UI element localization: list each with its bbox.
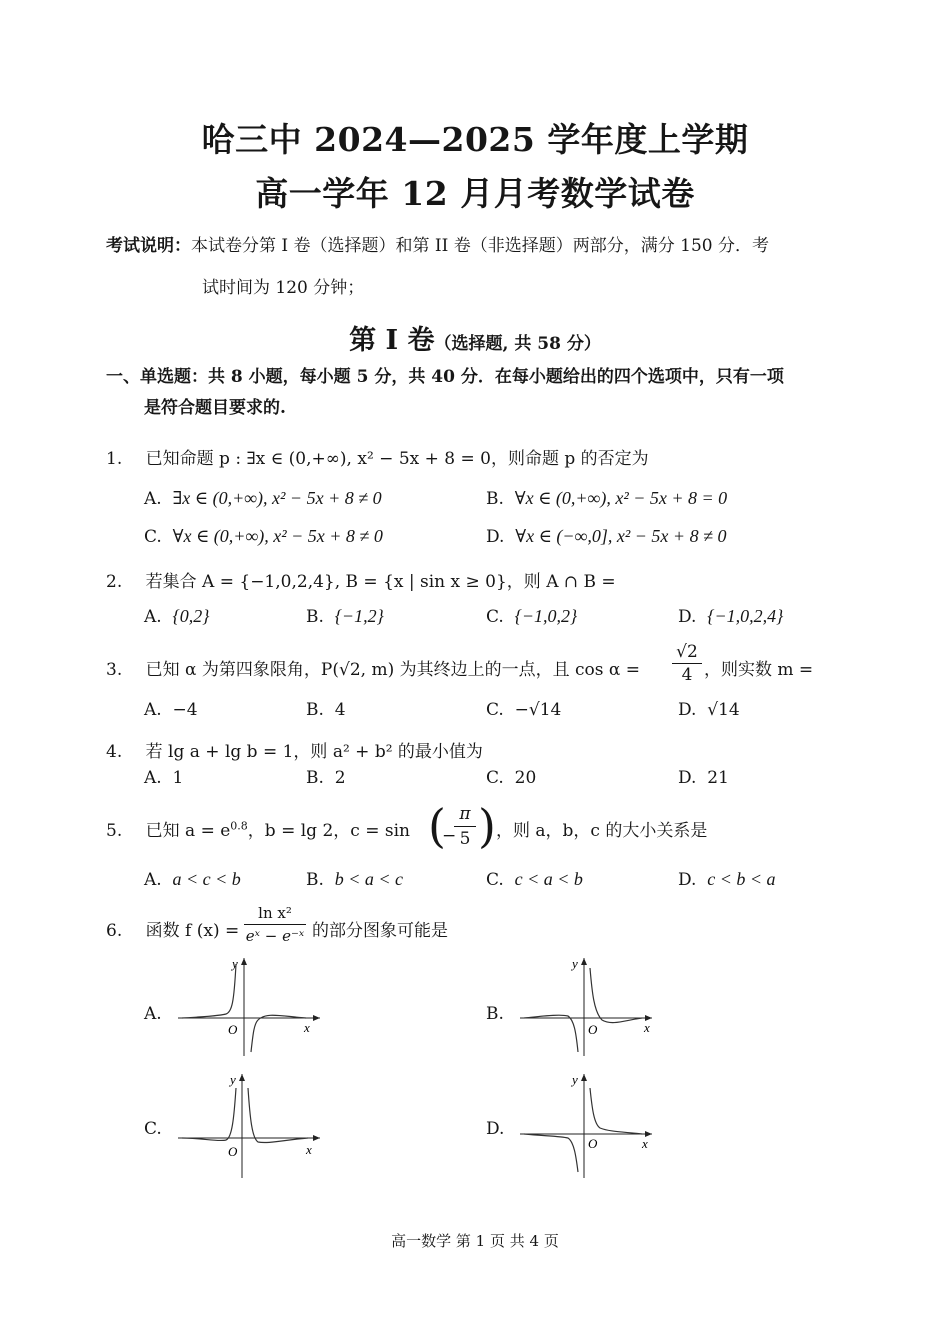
section-title bbox=[0, 318, 950, 357]
q5-option-d bbox=[678, 869, 776, 890]
option-label: B. bbox=[486, 489, 504, 509]
question-number: 4. bbox=[106, 742, 123, 762]
option-label: D. bbox=[486, 527, 505, 547]
option-text: c < b < a bbox=[707, 869, 776, 889]
page-footer: 高一数学 第 1 页 共 4 页 bbox=[391, 1232, 559, 1250]
option-text: c < a < b bbox=[514, 869, 583, 889]
x-axis-label: x bbox=[642, 1136, 648, 1151]
q3-option-a bbox=[144, 700, 198, 720]
option-text: ∀x ∈ (0,+∞), x² − 5x + 8 = 0 bbox=[514, 488, 728, 508]
q3-option-c bbox=[486, 700, 561, 720]
option-label: D. bbox=[678, 870, 697, 890]
instructions-label: 考试说明： bbox=[106, 236, 191, 256]
question-5 bbox=[106, 816, 410, 841]
q6-graph-d bbox=[514, 1068, 674, 1182]
option-text: 1 bbox=[172, 768, 184, 788]
question-stem: 已知命题 p : ∃x ∈ (0,+∞), x² − 5x + 8 = 0，则命题 p 的否定为 bbox=[145, 449, 649, 469]
q6-option-d-label: D. bbox=[486, 1119, 505, 1139]
option-label: C. bbox=[486, 768, 504, 788]
q1-option-c bbox=[144, 526, 383, 547]
q4-option-c bbox=[486, 768, 536, 788]
minus-sign: − bbox=[442, 826, 457, 846]
question-number: 3. bbox=[106, 660, 123, 680]
q6-option-c-label: C. bbox=[144, 1119, 162, 1139]
q5-fraction bbox=[454, 802, 476, 851]
option-label: B. bbox=[306, 700, 324, 720]
exponent: 0.8 bbox=[230, 819, 248, 833]
option-label: A. bbox=[144, 607, 162, 627]
question-stem: 若 lg a + lg b = 1，则 a² + b² 的最小值为 bbox=[145, 742, 483, 762]
question-stem-part2: 的部分图象可能是 bbox=[312, 921, 448, 941]
option-text: a < c < b bbox=[172, 869, 241, 889]
q1-option-d bbox=[486, 526, 726, 547]
y-axis-arrow-icon bbox=[581, 958, 587, 965]
option-label: C. bbox=[486, 700, 504, 720]
q6-graph-c bbox=[172, 1068, 332, 1182]
option-text: 4 bbox=[334, 700, 346, 720]
question-6 bbox=[106, 916, 239, 941]
y-axis-arrow-icon bbox=[581, 1074, 587, 1081]
x-axis-arrow-icon bbox=[313, 1135, 320, 1141]
curve-left-branch bbox=[524, 1015, 578, 1052]
fraction-numerator: π bbox=[454, 802, 476, 827]
option-label: B. bbox=[306, 768, 324, 788]
origin-label: O bbox=[228, 1144, 238, 1159]
option-label: C. bbox=[486, 607, 504, 627]
question-stem-part2: ，则实数 m = bbox=[704, 660, 814, 680]
fraction-denominator: 4 bbox=[681, 665, 693, 685]
option-text: −4 bbox=[172, 700, 198, 720]
q6-option-a-label: A. bbox=[144, 1004, 162, 1024]
origin-label: O bbox=[588, 1136, 598, 1151]
q6-graph-a bbox=[172, 952, 332, 1062]
question-number: 2. bbox=[106, 572, 123, 592]
curve-right-branch bbox=[590, 1088, 642, 1134]
q5-option-c bbox=[486, 869, 583, 890]
q2-option-d bbox=[678, 606, 783, 627]
question-stem-part2: ，b = lg 2，c = sin bbox=[247, 821, 410, 841]
option-label: A. bbox=[144, 700, 162, 720]
section-subtitle: （选择题, 共 58 分） bbox=[434, 334, 601, 354]
option-text: {−1,2} bbox=[334, 606, 384, 626]
option-label: A. bbox=[144, 489, 162, 509]
q4-option-a bbox=[144, 768, 183, 788]
fraction-denominator: eˣ − e⁻ˣ bbox=[245, 927, 305, 945]
section-name: 第 I 卷 bbox=[349, 325, 435, 356]
x-axis-label: x bbox=[644, 1020, 650, 1035]
question-3 bbox=[106, 655, 640, 680]
curve-right-branch bbox=[251, 1015, 306, 1052]
option-label: A. bbox=[144, 870, 162, 890]
question-stem-part1: 已知 a = e bbox=[145, 821, 231, 841]
question-stem-part1: 已知 α 为第四象限角，P(√2, m) 为其终边上的一点，且 cos α = bbox=[145, 660, 641, 680]
option-label: A. bbox=[144, 768, 162, 788]
option-text: ∀x ∈ (−∞,0], x² − 5x + 8 ≠ 0 bbox=[515, 526, 727, 546]
q6-option-b-label: B. bbox=[486, 1004, 504, 1024]
x-axis-label: x bbox=[304, 1020, 310, 1035]
option-text: ∃x ∈ (0,+∞), x² − 5x + 8 ≠ 0 bbox=[172, 488, 382, 508]
question-2 bbox=[106, 567, 616, 592]
option-text: b < a < c bbox=[334, 869, 404, 889]
left-paren: ( bbox=[428, 799, 446, 853]
instructions-line1 bbox=[106, 231, 769, 256]
instructions-line2: 试时间为 120 分钟； bbox=[202, 278, 365, 298]
y-axis-label: y bbox=[572, 1072, 578, 1087]
origin-label: O bbox=[588, 1022, 598, 1037]
part-heading-line2: 是符合题目要求的. bbox=[144, 398, 286, 418]
x-axis-label: x bbox=[306, 1142, 312, 1157]
option-label: D. bbox=[678, 768, 697, 788]
q3-option-d bbox=[678, 700, 740, 720]
option-label: C. bbox=[144, 527, 162, 547]
option-label: D. bbox=[678, 700, 697, 720]
option-text: √14 bbox=[707, 700, 740, 720]
instructions-text: 本试卷分第 I 卷（选择题）和第 II 卷（非选择题）两部分，满分 150 分．考 bbox=[191, 236, 770, 256]
q2-option-c bbox=[486, 606, 577, 627]
right-paren: ) bbox=[478, 799, 496, 853]
option-text: 20 bbox=[514, 768, 537, 788]
option-text: {−1,0,2} bbox=[514, 606, 578, 626]
exam-title-line2: 高一学年 12 月月考数学试卷 bbox=[255, 174, 695, 213]
question-stem-part3: ，则 a，b，c 的大小关系是 bbox=[496, 821, 708, 841]
q2-option-a bbox=[144, 606, 209, 627]
question-stem-part1: 函数 f (x) = bbox=[145, 921, 240, 941]
curve-left-branch bbox=[182, 964, 236, 1018]
q2-option-b bbox=[306, 606, 384, 627]
option-text: −√14 bbox=[514, 700, 562, 720]
curve-right-branch bbox=[248, 1088, 308, 1143]
question-stem: 若集合 A = {−1,0,2,4}, B = {x | sin x ≥ 0}，则 A ∩ B = bbox=[145, 572, 616, 592]
y-axis-label: y bbox=[572, 956, 578, 971]
option-text: {0,2} bbox=[172, 606, 210, 626]
option-label: D. bbox=[678, 607, 697, 627]
option-text: ∀x ∈ (0,+∞), x² − 5x + 8 ≠ 0 bbox=[172, 526, 383, 546]
curve-right-branch bbox=[590, 968, 642, 1023]
q5-option-b bbox=[306, 869, 403, 890]
curve-left-branch bbox=[182, 1088, 236, 1141]
question-number: 5. bbox=[106, 821, 123, 841]
question-1 bbox=[106, 444, 649, 469]
y-axis-arrow-icon bbox=[241, 958, 247, 965]
option-text: {−1,0,2,4} bbox=[707, 606, 784, 626]
y-axis-label: y bbox=[230, 1072, 236, 1087]
q6-fraction bbox=[244, 902, 306, 947]
fraction-numerator: √2 bbox=[672, 641, 702, 664]
q6-graph-b bbox=[514, 952, 674, 1062]
q1-option-a bbox=[144, 488, 382, 509]
x-axis-arrow-icon bbox=[313, 1015, 320, 1021]
option-label: C. bbox=[486, 870, 504, 890]
question-number: 1. bbox=[106, 449, 123, 469]
curve-left-branch bbox=[524, 1134, 578, 1172]
question-4 bbox=[106, 737, 483, 762]
y-axis-arrow-icon bbox=[239, 1074, 245, 1081]
q5-option-a bbox=[144, 869, 241, 890]
option-text: 2 bbox=[334, 768, 346, 788]
fraction-denominator: 5 bbox=[459, 829, 471, 849]
fraction-numerator: ln x² bbox=[244, 902, 306, 925]
q4-option-d bbox=[678, 768, 729, 788]
option-label: B. bbox=[306, 607, 324, 627]
q3-fraction bbox=[672, 641, 702, 686]
exam-title-line1: 哈三中 2024—2025 学年度上学期 bbox=[201, 120, 749, 159]
part-heading-line1: 一、单选题：共 8 小题，每小题 5 分，共 40 分．在每小题给出的四个选项中，只有一项 bbox=[106, 367, 784, 387]
option-label: B. bbox=[306, 870, 324, 890]
option-text: 21 bbox=[707, 768, 729, 788]
q3-option-b bbox=[306, 700, 346, 720]
q4-option-b bbox=[306, 768, 346, 788]
origin-label: O bbox=[228, 1022, 238, 1037]
question-number: 6. bbox=[106, 921, 123, 941]
y-axis-label: y bbox=[232, 956, 238, 971]
q1-option-b bbox=[486, 488, 727, 509]
